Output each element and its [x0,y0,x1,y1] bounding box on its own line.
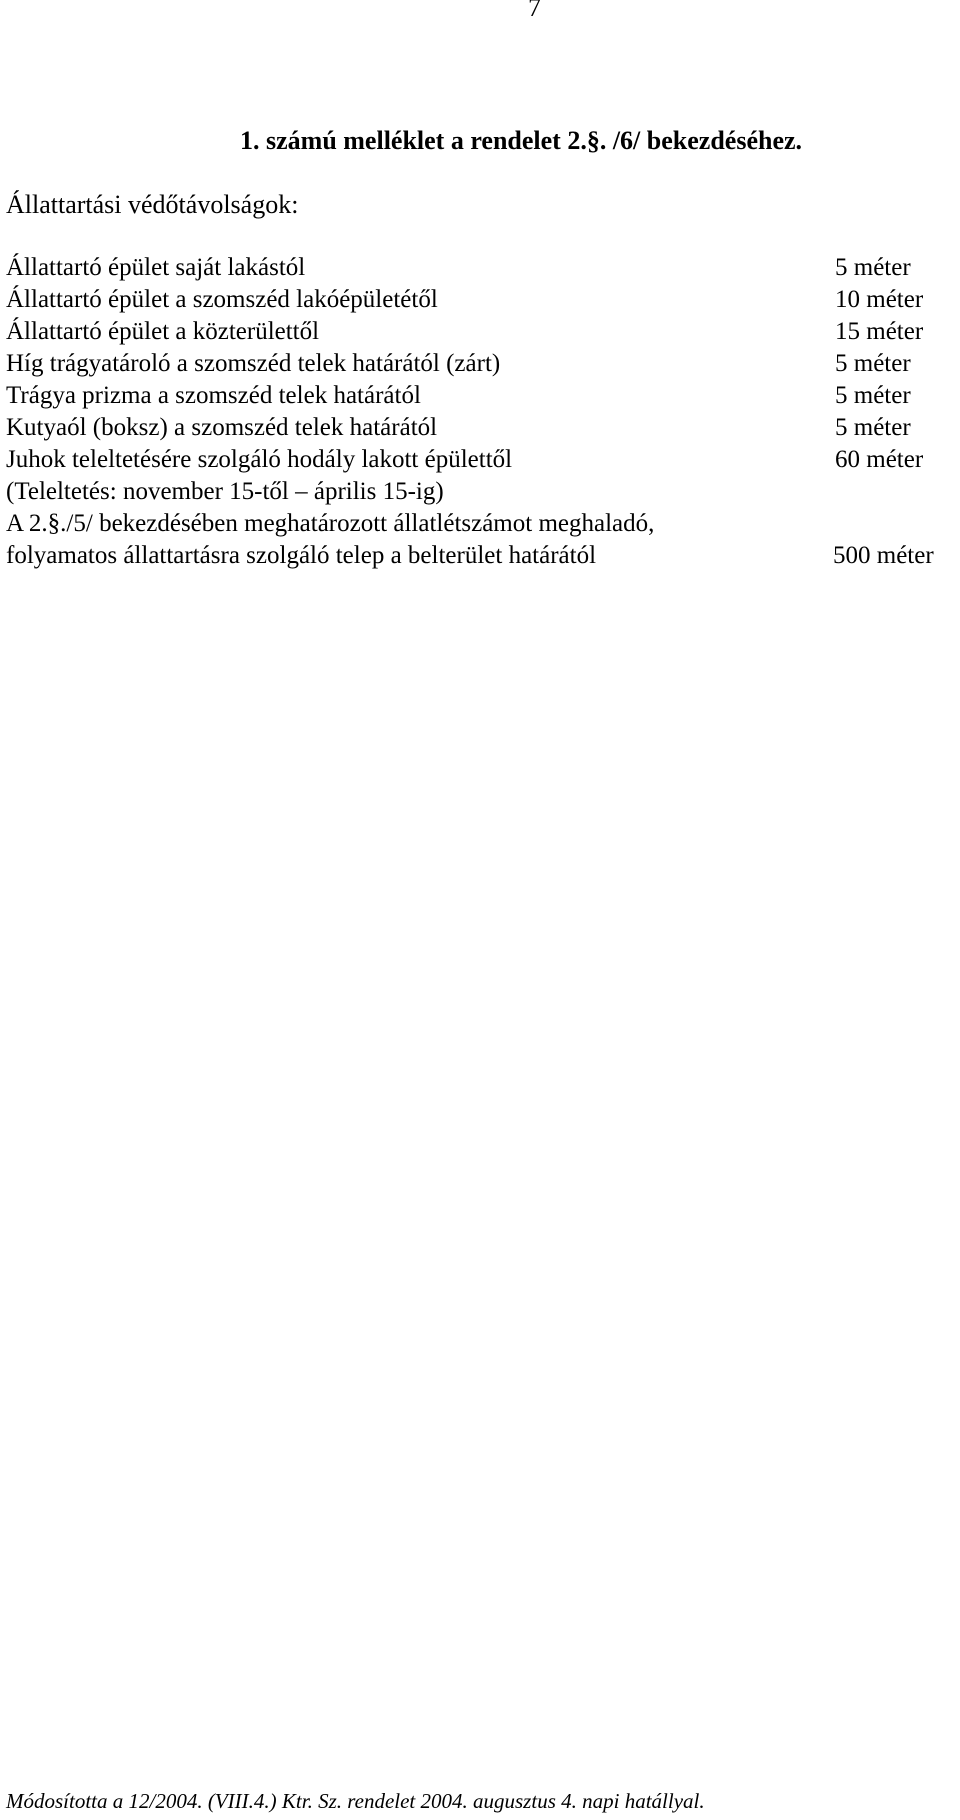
distance-label: Juhok teleltetésére szolgáló hodály lakott épülettől [6,446,513,473]
distance-row [6,540,954,572]
distance-label: Kutyaól (boksz) a szomszéd telek határától [6,414,438,441]
distance-row [6,412,954,444]
distance-label: Híg trágyatároló a szomszéd telek határától (zárt) [6,350,501,377]
distance-value: 60 méter [835,446,924,473]
distance-label: Trágya prizma a szomszéd telek határától [6,382,421,409]
distance-label: A 2.§./5/ bekezdésében meghatározott állatlétszámot meghaladó, [6,510,655,537]
distance-list [6,252,954,572]
distance-value: 5 méter [835,414,911,441]
distance-row [6,316,954,348]
distance-row [6,444,954,476]
distance-label: Állattartó épület a közterülettől [6,318,320,345]
distance-label: Állattartó épület saját lakástól [6,254,306,281]
distance-label: (Teleltetés: november 15-től – április 15-ig) [6,478,444,505]
distance-value: 500 méter [833,542,934,569]
distance-value: 5 méter [835,254,911,281]
distance-value: 10 méter [835,286,924,313]
section-title: Állattartási védőtávolságok: [6,190,299,219]
page-number: 7 [528,0,541,22]
distance-row [6,476,954,508]
distance-row [6,252,954,284]
distance-row [6,508,954,540]
annex-heading: 1. számú melléklet a rendelet 2.§. /6/ bekezdéséhez. [240,126,803,155]
distance-label: folyamatos állattartásra szolgáló telep a belterület határától [6,542,597,569]
amendment-footnote: Módosította a 12/2004. (VIII.4.) Ktr. Sz. rendelet 2004. augusztus 4. napi hatállyal. [6,1789,705,1813]
distance-row [6,348,954,380]
distance-value: 5 méter [835,350,911,377]
distance-label: Állattartó épület a szomszéd lakóépületétől [6,286,438,313]
distance-row [6,284,954,316]
distance-value: 15 méter [835,318,924,345]
distance-row [6,380,954,412]
distance-value: 5 méter [835,382,911,409]
